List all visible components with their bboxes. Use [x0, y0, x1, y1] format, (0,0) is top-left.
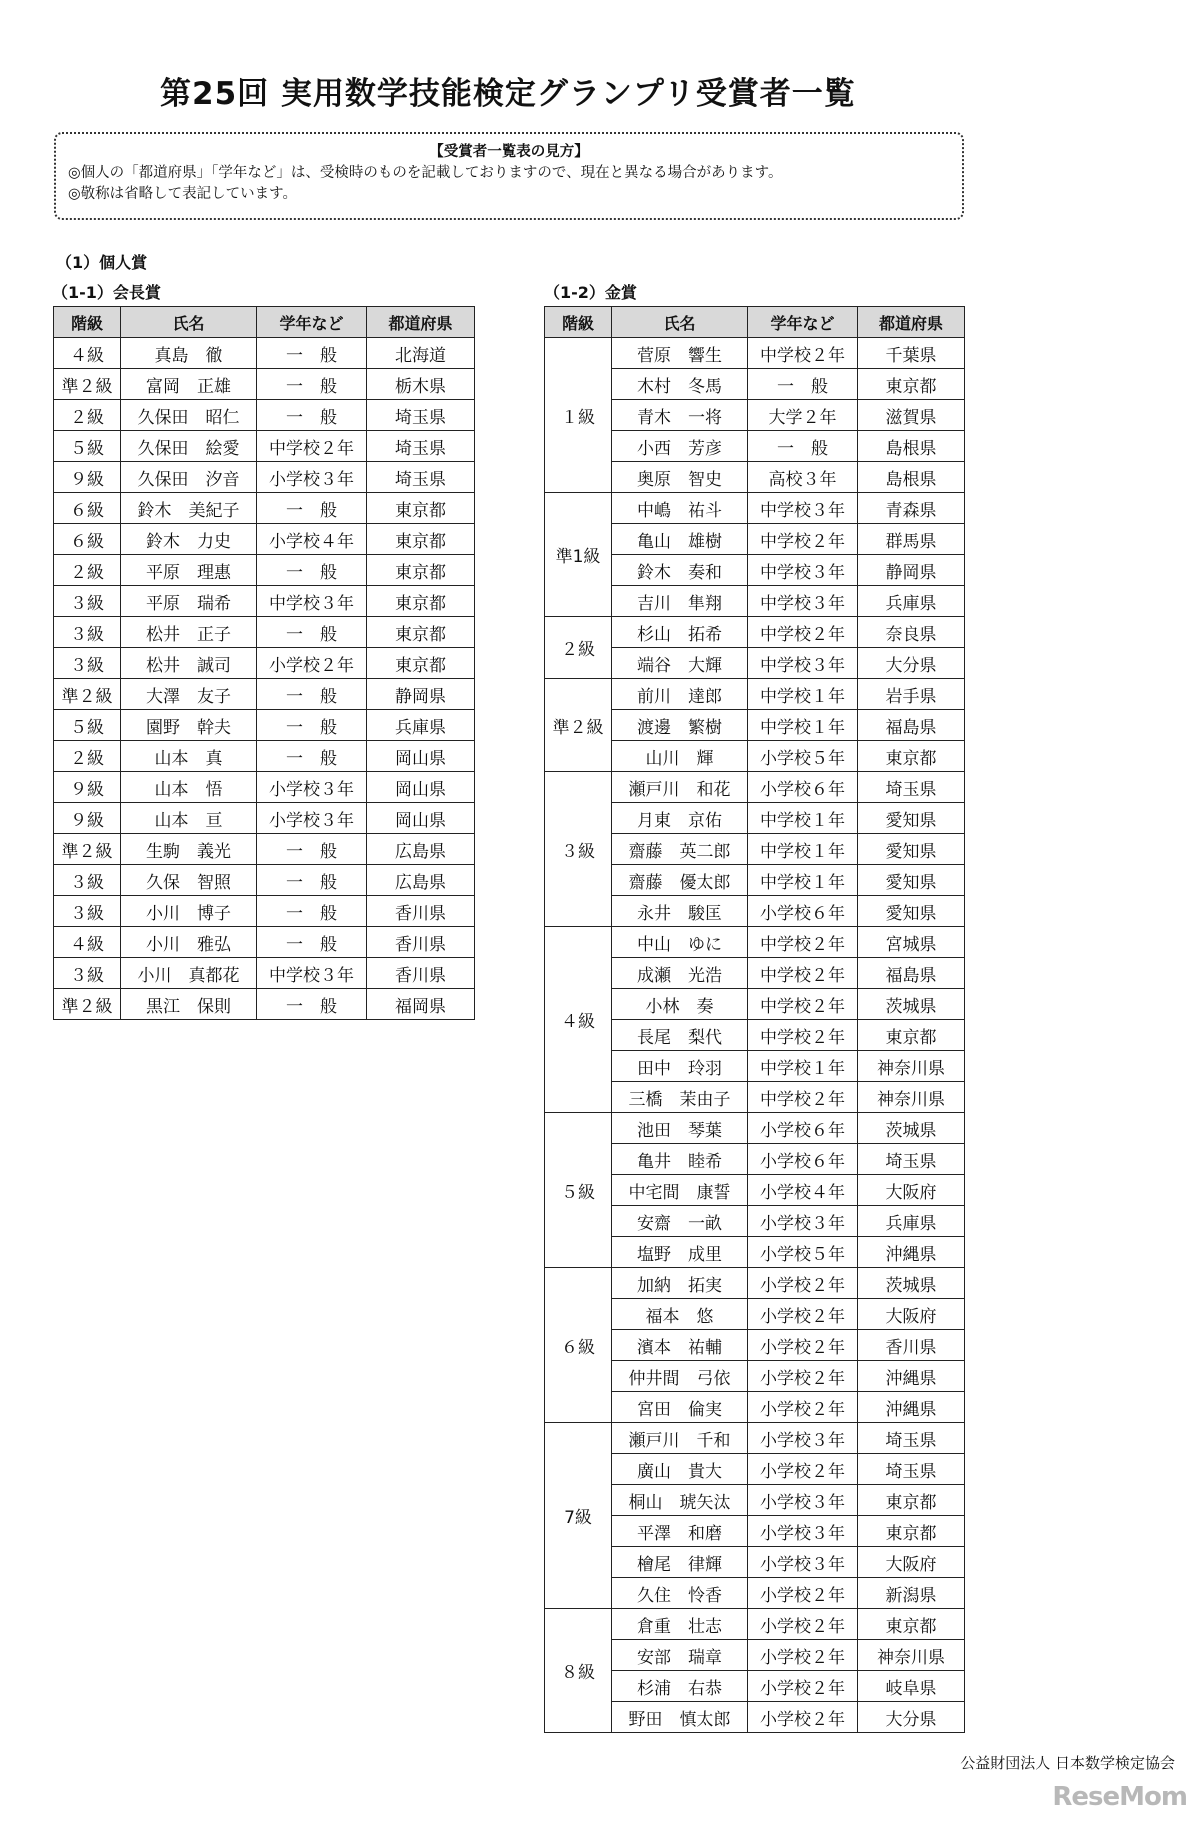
prefecture-cell: 広島県 — [367, 834, 475, 865]
school-year-cell: 中学校１年 — [748, 1051, 858, 1082]
grade-group-cell: 7級 — [545, 1423, 612, 1609]
school-year-cell: 小学校２年 — [748, 1268, 858, 1299]
school-year-cell: 中学校２年 — [748, 617, 858, 648]
school-year-cell: 小学校２年 — [748, 1454, 858, 1485]
prefecture-cell: 沖縄県 — [858, 1237, 965, 1268]
name-cell: 檜尾 律輝 — [612, 1547, 748, 1578]
name-cell: 山本 真 — [121, 741, 257, 772]
prefecture-cell: 東京都 — [858, 1516, 965, 1547]
school-year-cell: 小学校６年 — [748, 1113, 858, 1144]
prefecture-cell: 愛知県 — [858, 834, 965, 865]
table-row — [545, 1268, 965, 1299]
table-row — [54, 741, 475, 772]
prefecture-cell: 奈良県 — [858, 617, 965, 648]
table2-heading: （1-2）金賞 — [544, 283, 637, 302]
prefecture-cell: 兵庫県 — [367, 710, 475, 741]
name-cell: 齋藤 優太郎 — [612, 865, 748, 896]
name-cell: 真島 徹 — [121, 338, 257, 369]
name-cell: 鈴木 美紀子 — [121, 493, 257, 524]
table-header-row — [54, 307, 475, 338]
school-year-cell: 中学校１年 — [748, 865, 858, 896]
table-row — [545, 338, 965, 369]
name-cell: 奥原 智史 — [612, 462, 748, 493]
grade-cell: ５級 — [54, 431, 121, 462]
table-row — [54, 803, 475, 834]
prefecture-cell: 岐阜県 — [858, 1671, 965, 1702]
school-year-cell: 中学校１年 — [748, 679, 858, 710]
name-cell: 野田 慎太郎 — [612, 1702, 748, 1733]
school-year-cell: 一 般 — [257, 679, 367, 710]
name-cell: 中宅間 康誓 — [612, 1175, 748, 1206]
prefecture-cell: 岡山県 — [367, 772, 475, 803]
school-year-cell: 小学校４年 — [257, 524, 367, 555]
name-cell: 加納 拓実 — [612, 1268, 748, 1299]
prefecture-cell: 広島県 — [367, 865, 475, 896]
table-row — [54, 989, 475, 1020]
name-cell: 杉山 拓希 — [612, 617, 748, 648]
name-cell: 宮田 倫実 — [612, 1392, 748, 1423]
prefecture-cell: 大阪府 — [858, 1175, 965, 1206]
prefecture-cell: 東京都 — [858, 1020, 965, 1051]
prefecture-cell: 沖縄県 — [858, 1392, 965, 1423]
name-cell: 鈴木 奏和 — [612, 555, 748, 586]
name-cell: 木村 冬馬 — [612, 369, 748, 400]
table-row — [54, 772, 475, 803]
prefecture-cell: 神奈川県 — [858, 1051, 965, 1082]
table-row — [54, 927, 475, 958]
name-cell: 生駒 義光 — [121, 834, 257, 865]
prefecture-cell: 茨城県 — [858, 989, 965, 1020]
prefecture-cell: 香川県 — [367, 958, 475, 989]
prefecture-cell: 香川県 — [367, 896, 475, 927]
school-year-cell: 小学校３年 — [748, 1516, 858, 1547]
grade-cell: ９級 — [54, 462, 121, 493]
grade-cell: ２級 — [54, 741, 121, 772]
name-cell: 小林 奏 — [612, 989, 748, 1020]
prefecture-cell: 愛知県 — [858, 896, 965, 927]
table-row — [545, 772, 965, 803]
name-cell: 前川 達郎 — [612, 679, 748, 710]
name-cell: 中山 ゆに — [612, 927, 748, 958]
prefecture-cell: 埼玉県 — [858, 1454, 965, 1485]
column-header: 都道府県 — [858, 307, 965, 338]
school-year-cell: 小学校６年 — [748, 772, 858, 803]
school-year-cell: 中学校３年 — [748, 493, 858, 524]
notes-box — [54, 132, 964, 220]
table-row — [54, 369, 475, 400]
school-year-cell: 一 般 — [257, 741, 367, 772]
name-cell: 亀山 雄樹 — [612, 524, 748, 555]
organization-footer: 公益財団法人 日本数学検定協会 — [960, 1754, 1175, 1772]
table-row — [54, 431, 475, 462]
name-cell: 倉重 壮志 — [612, 1609, 748, 1640]
prefecture-cell: 愛知県 — [858, 803, 965, 834]
school-year-cell: 一 般 — [257, 989, 367, 1020]
name-cell: 長尾 梨代 — [612, 1020, 748, 1051]
school-year-cell: 小学校６年 — [748, 896, 858, 927]
grade-group-cell: ２級 — [545, 617, 612, 679]
school-year-cell: 小学校２年 — [748, 1299, 858, 1330]
school-year-cell: 小学校３年 — [257, 803, 367, 834]
school-year-cell: 一 般 — [257, 369, 367, 400]
school-year-cell: 中学校３年 — [257, 958, 367, 989]
prefecture-cell: 東京都 — [367, 617, 475, 648]
name-cell: 中嶋 祐斗 — [612, 493, 748, 524]
table-row — [54, 617, 475, 648]
school-year-cell: 小学校２年 — [748, 1640, 858, 1671]
prefecture-cell: 北海道 — [367, 338, 475, 369]
name-cell: 小川 真都花 — [121, 958, 257, 989]
name-cell: 濱本 祐輔 — [612, 1330, 748, 1361]
grade-cell: ２級 — [54, 555, 121, 586]
school-year-cell: 小学校２年 — [748, 1702, 858, 1733]
grade-cell: 準２級 — [54, 834, 121, 865]
school-year-cell: 高校３年 — [748, 462, 858, 493]
name-cell: 菅原 響生 — [612, 338, 748, 369]
name-cell: 山本 悟 — [121, 772, 257, 803]
name-cell: 久保田 汐音 — [121, 462, 257, 493]
prefecture-cell: 福島県 — [858, 958, 965, 989]
name-cell: 久住 怜香 — [612, 1578, 748, 1609]
column-header: 階級 — [545, 307, 612, 338]
table-row — [54, 679, 475, 710]
school-year-cell: 一 般 — [257, 865, 367, 896]
table-row — [54, 958, 475, 989]
notes-line: ◎個人の「都道府県」「学年など」は、受検時のものを記載しておりますので、現在と異なる場合があります。 — [68, 165, 783, 181]
name-cell: 久保 智照 — [121, 865, 257, 896]
school-year-cell: 小学校２年 — [748, 1361, 858, 1392]
prefecture-cell: 埼玉県 — [858, 1144, 965, 1175]
school-year-cell: 一 般 — [257, 617, 367, 648]
table-row — [545, 927, 965, 958]
prefecture-cell: 静岡県 — [367, 679, 475, 710]
name-cell: 平澤 和磨 — [612, 1516, 748, 1547]
table1-body — [54, 338, 475, 1020]
grade-cell: ４級 — [54, 338, 121, 369]
table1-heading: （1-1）会長賞 — [52, 283, 161, 302]
table2-body — [545, 338, 965, 1733]
prefecture-cell: 大阪府 — [858, 1547, 965, 1578]
section-heading: （1）個人賞 — [56, 253, 148, 272]
grade-group-cell: 準２級 — [545, 679, 612, 772]
name-cell: 平原 瑞希 — [121, 586, 257, 617]
name-cell: 三橋 茉由子 — [612, 1082, 748, 1113]
name-cell: 杉浦 右恭 — [612, 1671, 748, 1702]
table-row — [54, 648, 475, 679]
prefecture-cell: 埼玉県 — [858, 772, 965, 803]
table-row — [54, 555, 475, 586]
name-cell: 青木 一将 — [612, 400, 748, 431]
school-year-cell: 中学校１年 — [748, 710, 858, 741]
prefecture-cell: 福岡県 — [367, 989, 475, 1020]
school-year-cell: 中学校３年 — [257, 586, 367, 617]
table-row — [545, 1609, 965, 1640]
name-cell: 平原 理惠 — [121, 555, 257, 586]
name-cell: 瀬戸川 千和 — [612, 1423, 748, 1454]
table-row — [54, 710, 475, 741]
table-row — [545, 493, 965, 524]
prefecture-cell: 青森県 — [858, 493, 965, 524]
name-cell: 安齋 一畝 — [612, 1206, 748, 1237]
prefecture-cell: 沖縄県 — [858, 1361, 965, 1392]
name-cell: 富岡 正雄 — [121, 369, 257, 400]
prefecture-cell: 東京都 — [858, 741, 965, 772]
prefecture-cell: 埼玉県 — [858, 1423, 965, 1454]
prefecture-cell: 東京都 — [367, 524, 475, 555]
name-cell: 鈴木 力史 — [121, 524, 257, 555]
grade-cell: 準２級 — [54, 679, 121, 710]
chairman-award-table — [53, 306, 475, 1020]
school-year-cell: 小学校２年 — [748, 1392, 858, 1423]
prefecture-cell: 東京都 — [858, 1485, 965, 1516]
school-year-cell: 中学校２年 — [748, 927, 858, 958]
grade-cell: ６級 — [54, 524, 121, 555]
prefecture-cell: 香川県 — [367, 927, 475, 958]
school-year-cell: 小学校３年 — [748, 1485, 858, 1516]
school-year-cell: 小学校５年 — [748, 1237, 858, 1268]
table-row — [54, 865, 475, 896]
name-cell: 安部 瑞章 — [612, 1640, 748, 1671]
table-row — [54, 338, 475, 369]
grade-cell: ４級 — [54, 927, 121, 958]
school-year-cell: 小学校３年 — [748, 1547, 858, 1578]
prefecture-cell: 大分県 — [858, 648, 965, 679]
grade-group-cell: ８級 — [545, 1609, 612, 1733]
school-year-cell: 小学校３年 — [257, 772, 367, 803]
school-year-cell: 一 般 — [257, 834, 367, 865]
name-cell: 塩野 成里 — [612, 1237, 748, 1268]
name-cell: 園野 幹夫 — [121, 710, 257, 741]
school-year-cell: 中学校３年 — [748, 586, 858, 617]
prefecture-cell: 東京都 — [858, 369, 965, 400]
grade-cell: ３級 — [54, 648, 121, 679]
table-row — [54, 400, 475, 431]
column-header: 学年など — [748, 307, 858, 338]
name-cell: 松井 正子 — [121, 617, 257, 648]
prefecture-cell: 東京都 — [858, 1609, 965, 1640]
school-year-cell: 中学校３年 — [748, 555, 858, 586]
prefecture-cell: 島根県 — [858, 462, 965, 493]
column-header: 都道府県 — [367, 307, 475, 338]
grade-group-cell: ４級 — [545, 927, 612, 1113]
school-year-cell: 一 般 — [748, 369, 858, 400]
school-year-cell: 中学校２年 — [748, 989, 858, 1020]
grade-cell: ９級 — [54, 803, 121, 834]
prefecture-cell: 東京都 — [367, 493, 475, 524]
school-year-cell: 一 般 — [257, 927, 367, 958]
name-cell: 永井 駿匡 — [612, 896, 748, 927]
school-year-cell: 一 般 — [257, 710, 367, 741]
grade-cell: ３級 — [54, 586, 121, 617]
prefecture-cell: 香川県 — [858, 1330, 965, 1361]
name-cell: 福本 悠 — [612, 1299, 748, 1330]
table-row — [545, 1113, 965, 1144]
prefecture-cell: 茨城県 — [858, 1113, 965, 1144]
table-row — [545, 679, 965, 710]
name-cell: 田中 玲羽 — [612, 1051, 748, 1082]
name-cell: 成瀬 光浩 — [612, 958, 748, 989]
name-cell: 黒江 保則 — [121, 989, 257, 1020]
prefecture-cell: 福島県 — [858, 710, 965, 741]
grade-cell: ２級 — [54, 400, 121, 431]
grade-group-cell: ６級 — [545, 1268, 612, 1423]
column-header: 氏名 — [612, 307, 748, 338]
name-cell: 山川 輝 — [612, 741, 748, 772]
prefecture-cell: 東京都 — [367, 648, 475, 679]
grade-cell: ３級 — [54, 958, 121, 989]
school-year-cell: 小学校５年 — [748, 741, 858, 772]
prefecture-cell: 東京都 — [367, 586, 475, 617]
prefecture-cell: 兵庫県 — [858, 1206, 965, 1237]
table-row — [54, 493, 475, 524]
prefecture-cell: 岩手県 — [858, 679, 965, 710]
table-row — [545, 617, 965, 648]
school-year-cell: 中学校１年 — [748, 803, 858, 834]
grade-group-cell: ３級 — [545, 772, 612, 927]
school-year-cell: 中学校３年 — [748, 648, 858, 679]
school-year-cell: 小学校２年 — [748, 1578, 858, 1609]
grade-group-cell: ５級 — [545, 1113, 612, 1268]
prefecture-cell: 群馬県 — [858, 524, 965, 555]
name-cell: 吉川 隼翔 — [612, 586, 748, 617]
school-year-cell: 中学校２年 — [748, 524, 858, 555]
name-cell: 小川 博子 — [121, 896, 257, 927]
table-row — [54, 834, 475, 865]
school-year-cell: 一 般 — [257, 555, 367, 586]
school-year-cell: 中学校１年 — [748, 834, 858, 865]
prefecture-cell: 兵庫県 — [858, 586, 965, 617]
grade-cell: 準２級 — [54, 369, 121, 400]
grade-cell: ３級 — [54, 865, 121, 896]
school-year-cell: 小学校２年 — [257, 648, 367, 679]
prefecture-cell: 千葉県 — [858, 338, 965, 369]
name-cell: 亀井 睦希 — [612, 1144, 748, 1175]
grade-cell: ５級 — [54, 710, 121, 741]
table-row — [54, 896, 475, 927]
table-row — [545, 1423, 965, 1454]
school-year-cell: 一 般 — [257, 400, 367, 431]
prefecture-cell: 埼玉県 — [367, 400, 475, 431]
table-header-row — [545, 307, 965, 338]
prefecture-cell: 新潟県 — [858, 1578, 965, 1609]
school-year-cell: 一 般 — [257, 493, 367, 524]
grade-cell: ３級 — [54, 617, 121, 648]
column-header: 学年など — [257, 307, 367, 338]
prefecture-cell: 宮城県 — [858, 927, 965, 958]
notes-heading: 【受賞者一覧表の見方】 — [429, 144, 589, 160]
name-cell: 廣山 貴大 — [612, 1454, 748, 1485]
school-year-cell: 小学校４年 — [748, 1175, 858, 1206]
table-row — [54, 524, 475, 555]
prefecture-cell: 大阪府 — [858, 1299, 965, 1330]
name-cell: 松井 誠司 — [121, 648, 257, 679]
name-cell: 久保田 昭仁 — [121, 400, 257, 431]
prefecture-cell: 島根県 — [858, 431, 965, 462]
notes-line: ◎敬称は省略して表記しています。 — [68, 186, 297, 202]
prefecture-cell: 神奈川県 — [858, 1082, 965, 1113]
school-year-cell: 中学校２年 — [748, 958, 858, 989]
prefecture-cell: 埼玉県 — [367, 462, 475, 493]
name-cell: 久保田 絵愛 — [121, 431, 257, 462]
name-cell: 池田 琴葉 — [612, 1113, 748, 1144]
grade-group-cell: １級 — [545, 338, 612, 493]
name-cell: 大澤 友子 — [121, 679, 257, 710]
name-cell: 渡邊 繁樹 — [612, 710, 748, 741]
school-year-cell: 中学校２年 — [748, 338, 858, 369]
school-year-cell: 一 般 — [748, 431, 858, 462]
gold-award-table — [544, 306, 965, 1733]
prefecture-cell: 岡山県 — [367, 803, 475, 834]
school-year-cell: 小学校６年 — [748, 1144, 858, 1175]
grade-cell: ９級 — [54, 772, 121, 803]
school-year-cell: 小学校２年 — [748, 1609, 858, 1640]
school-year-cell: 中学校２年 — [257, 431, 367, 462]
name-cell: 桐山 琥矢汰 — [612, 1485, 748, 1516]
school-year-cell: 中学校２年 — [748, 1082, 858, 1113]
school-year-cell: 小学校２年 — [748, 1671, 858, 1702]
school-year-cell: 小学校２年 — [748, 1330, 858, 1361]
grade-cell: ６級 — [54, 493, 121, 524]
table-row — [54, 462, 475, 493]
name-cell: 小西 芳彦 — [612, 431, 748, 462]
prefecture-cell: 大分県 — [858, 1702, 965, 1733]
page-title: 第25回 実用数学技能検定グランプリ受賞者一覧 — [160, 76, 856, 112]
name-cell: 瀬戸川 和花 — [612, 772, 748, 803]
school-year-cell: 中学校２年 — [748, 1020, 858, 1051]
column-header: 氏名 — [121, 307, 257, 338]
prefecture-cell: 岡山県 — [367, 741, 475, 772]
prefecture-cell: 静岡県 — [858, 555, 965, 586]
school-year-cell: 小学校３年 — [748, 1206, 858, 1237]
watermark-logo: ReseMom — [1052, 1782, 1187, 1812]
name-cell: 山本 亘 — [121, 803, 257, 834]
school-year-cell: 小学校３年 — [257, 462, 367, 493]
grade-cell: 準２級 — [54, 989, 121, 1020]
name-cell: 端谷 大輝 — [612, 648, 748, 679]
prefecture-cell: 神奈川県 — [858, 1640, 965, 1671]
prefecture-cell: 東京都 — [367, 555, 475, 586]
name-cell: 齋藤 英二郎 — [612, 834, 748, 865]
school-year-cell: 小学校３年 — [748, 1423, 858, 1454]
grade-cell: ３級 — [54, 896, 121, 927]
school-year-cell: 一 般 — [257, 896, 367, 927]
grade-group-cell: 準1級 — [545, 493, 612, 617]
column-header: 階級 — [54, 307, 121, 338]
school-year-cell: 大学２年 — [748, 400, 858, 431]
prefecture-cell: 栃木県 — [367, 369, 475, 400]
name-cell: 仲井間 弓依 — [612, 1361, 748, 1392]
name-cell: 月東 京佑 — [612, 803, 748, 834]
prefecture-cell: 茨城県 — [858, 1268, 965, 1299]
prefecture-cell: 滋賀県 — [858, 400, 965, 431]
table-row — [54, 586, 475, 617]
prefecture-cell: 愛知県 — [858, 865, 965, 896]
prefecture-cell: 埼玉県 — [367, 431, 475, 462]
name-cell: 小川 雅弘 — [121, 927, 257, 958]
school-year-cell: 一 般 — [257, 338, 367, 369]
